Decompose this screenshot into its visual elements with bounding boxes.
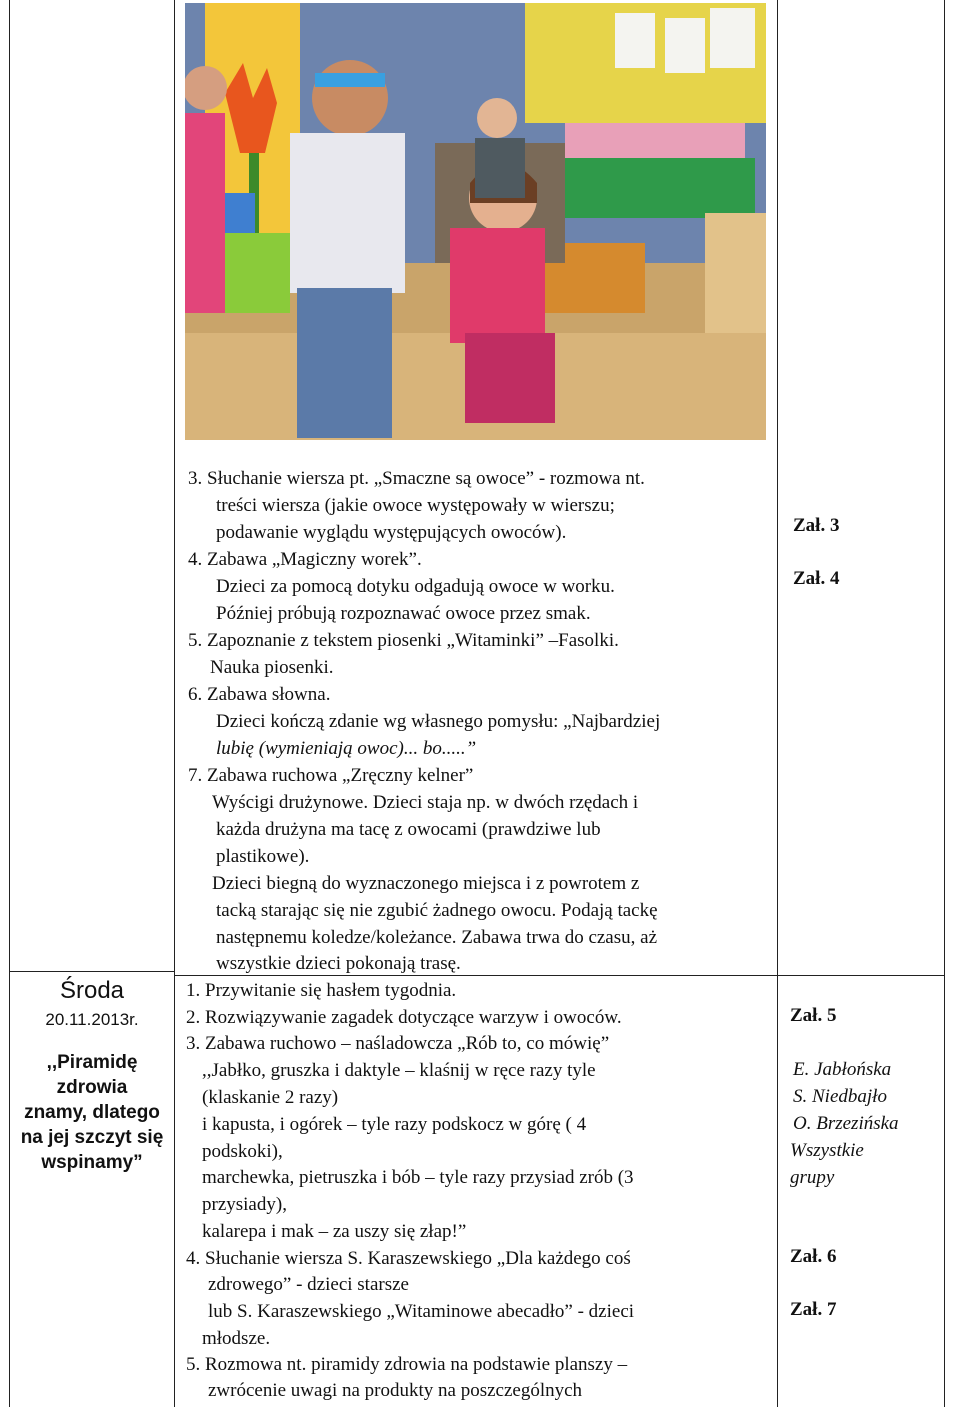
text-line: 5. Rozmowa nt. piramidy zdrowia na podstawie planszy – <box>186 1354 628 1375</box>
day-label: Środa <box>59 977 125 1004</box>
text-line: 4. Słuchanie wiersza S. Karaszewskiego „Dla każdego coś <box>186 1248 631 1269</box>
text-line: zwrócenie uwagi na produkty na poszczególnych <box>208 1380 583 1401</box>
theme-line-3: znamy, dlatego <box>24 1102 160 1123</box>
text-line: 6. Zabawa słowna. <box>188 684 331 705</box>
text-line: kalarepa i mak – za uszy się złap!” <box>202 1221 467 1242</box>
text-line: 4. Zabawa „Magiczny worek”. <box>188 549 422 570</box>
text-line: tacką starając się nie zgubić żadnego owocu. Podają tackę <box>216 900 658 921</box>
classroom-photo <box>185 3 766 440</box>
theme-line-2: zdrowia <box>56 1077 128 1098</box>
text-line: lubię (wymieniają owoc)... bo.....” <box>216 738 477 759</box>
text-line: marchewka, pietruszka i bób – tyle razy przysiad zrób (3 <box>202 1167 634 1188</box>
text-line: następnemu koledze/koleżance. Zabawa trwa do czasu, aż <box>216 927 657 948</box>
text-line: Dzieci kończą zdanie wg własnego pomysłu: „Najbardziej <box>216 711 661 732</box>
text-line: 5. Zapoznanie z tekstem piosenki „Witaminki” –Fasolki. <box>188 630 619 651</box>
text-line: 3. Zabawa ruchowo – naśladowcza „Rób to, co mówię” <box>186 1033 610 1054</box>
text-line: 2. Rozwiązywanie zagadek dotyczące warzyw i owoców. <box>186 1007 622 1028</box>
table-border-left <box>9 0 10 1407</box>
attachment-ref-5: Zał. 5 <box>790 1005 837 1026</box>
author-line: O. Brzezińska <box>793 1113 899 1134</box>
attachment-ref-4: Zał. 4 <box>793 568 840 589</box>
text-line: Dzieci biegną do wyznaczonego miejsca i z powrotem z <box>212 873 640 894</box>
text-line: 7. Zabawa ruchowa „Zręczny kelner” <box>188 765 474 786</box>
children-playing-photo-icon <box>185 3 766 440</box>
text-line: wszystkie dzieci pokonają trasę. <box>216 953 461 974</box>
text-line: treści wiersza (jakie owoce występowały w wierszu; <box>216 495 615 516</box>
text-line: podskoki), <box>202 1141 283 1162</box>
text-line: lub S. Karaszewskiego „Witaminowe abecadło” - dzieci <box>208 1301 635 1322</box>
text-line: zdrowego” - dzieci starsze <box>208 1274 409 1295</box>
table-border-right <box>944 0 945 1407</box>
theme-line-4: na jej szczyt się <box>20 1127 164 1148</box>
text-line: każda drużyna ma tacę z owocami (prawdziwe lub <box>216 819 601 840</box>
table-border-col1 <box>174 0 175 1407</box>
text-line: Później próbują rozpoznawać owoce przez smak. <box>216 603 591 624</box>
author-line: S. Niedbajło <box>793 1086 887 1107</box>
attachment-ref-6: Zał. 6 <box>790 1246 837 1267</box>
text-line: plastikowe). <box>216 846 310 867</box>
text-line: Nauka piosenki. <box>210 657 334 678</box>
text-line: przysiady), <box>202 1194 287 1215</box>
text-line: Dzieci za pomocą dotyku odgadują owoce w worku. <box>216 576 615 597</box>
attachment-ref-7: Zał. 7 <box>790 1299 837 1320</box>
author-line: grupy <box>790 1167 835 1188</box>
attachment-ref-3: Zał. 3 <box>793 515 840 536</box>
theme-line-5: wspinamy” <box>41 1152 143 1173</box>
date-label: 20.11.2013r. <box>45 1010 139 1029</box>
text-line: podawanie wyglądu występujących owoców). <box>216 522 567 543</box>
text-line: (klaskanie 2 razy) <box>202 1087 339 1108</box>
text-line: 1. Przywitanie się hasłem tygodnia. <box>186 980 457 1001</box>
author-line: Wszystkie <box>790 1140 864 1161</box>
text-line: 3. Słuchanie wiersza pt. „Smaczne są owoce” - rozmowa nt. <box>188 468 645 489</box>
table-border-col2 <box>777 0 778 1407</box>
text-line: młodsze. <box>202 1328 271 1349</box>
text-line: ,,Jabłko, gruszka i daktyle – klaśnij w ręce razy tyle <box>202 1060 596 1081</box>
text-line: Wyścigi drużynowe. Dzieci staja np. w dwóch rzędach i <box>212 792 639 813</box>
author-line: E. Jabłońska <box>793 1059 892 1080</box>
theme-line-1: ,,Piramidę <box>46 1052 138 1073</box>
text-line: i kapusta, i ogórek – tyle razy podskocz w górę ( 4 <box>202 1114 587 1135</box>
row-divider-col1 <box>9 971 175 972</box>
